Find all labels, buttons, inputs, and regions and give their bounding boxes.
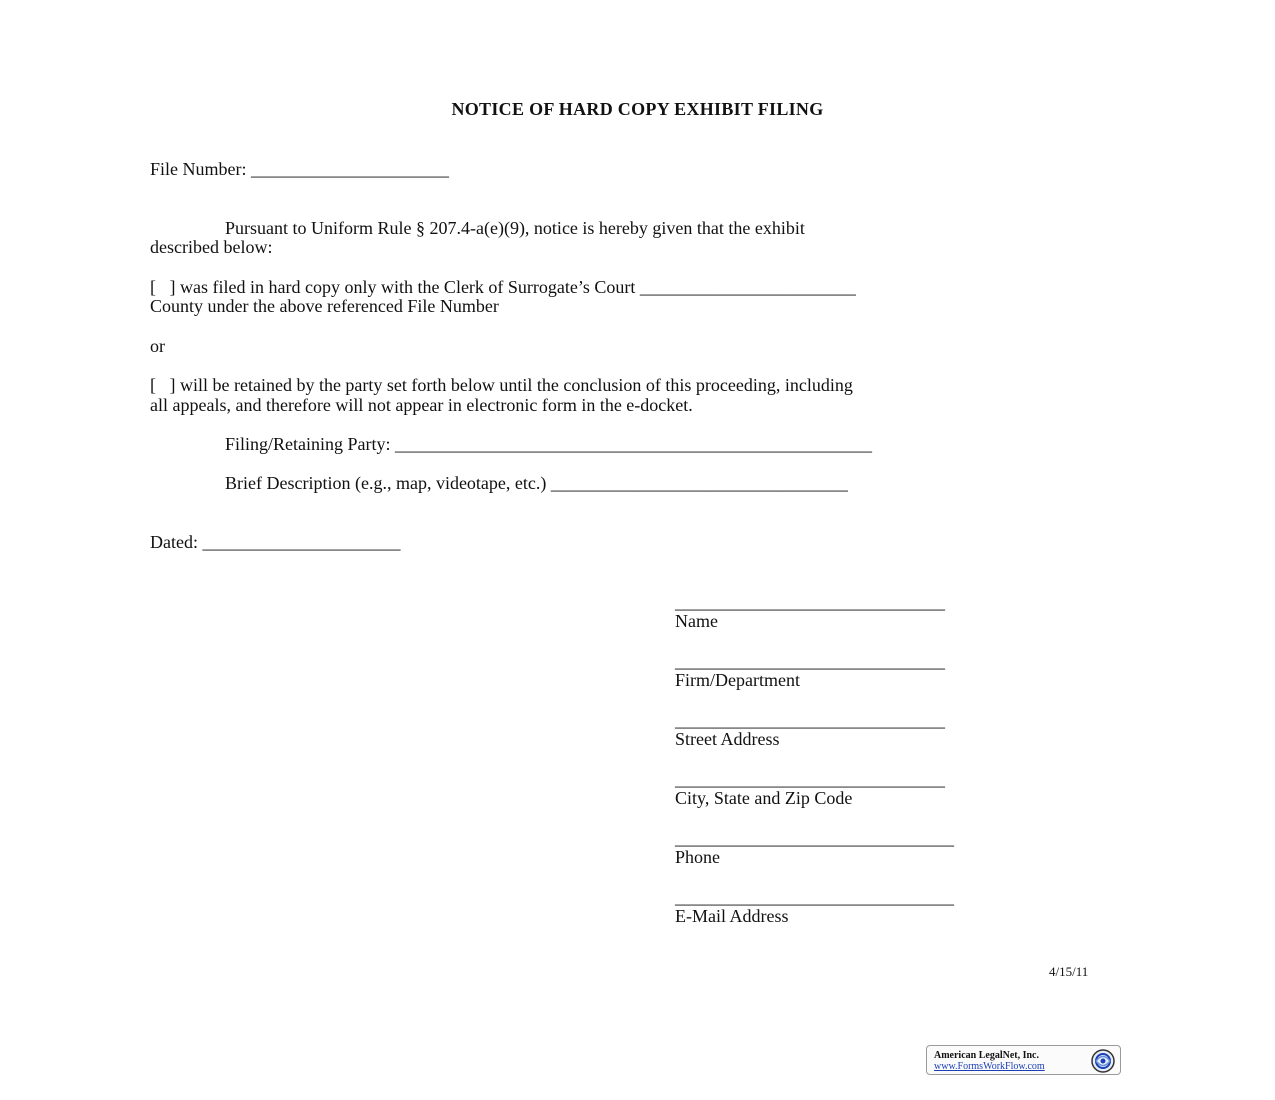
logo-url-link[interactable]: www.FormsWorkFlow.com xyxy=(934,1061,1045,1072)
document-title: NOTICE OF HARD COPY EXHIBIT FILING xyxy=(451,99,824,119)
globe-icon xyxy=(1089,1048,1117,1074)
publisher-logo xyxy=(926,1045,1121,1075)
street-blank: ______________________________ xyxy=(675,710,945,730)
email-blank: _______________________________ xyxy=(675,887,954,907)
revision-date: 4/15/11 xyxy=(1049,964,1089,979)
option-retained-line-1: [ ] will be retained by the party set forth below until the conclusion of this proceeding, including xyxy=(150,375,853,395)
brief-description-field: Brief Description (e.g., map, videotape, etc.) _________________________________ xyxy=(225,473,848,493)
city-blank: ______________________________ xyxy=(675,769,945,789)
intro-paragraph-line-1: Pursuant to Uniform Rule § 207.4-a(e)(9), notice is hereby given that the exhibit xyxy=(225,218,805,238)
firm-blank: ______________________________ xyxy=(675,651,945,671)
name-label: Name xyxy=(675,611,718,631)
dated-field: Dated: ______________________ xyxy=(150,532,401,552)
street-label: Street Address xyxy=(675,729,780,749)
name-blank: ______________________________ xyxy=(675,592,945,612)
email-label: E-Mail Address xyxy=(675,906,789,926)
option-filed-line-1: [ ] was filed in hard copy only with the Clerk of Surrogate’s Court ________________________ xyxy=(150,277,856,297)
filing-party-field: Filing/Retaining Party: _____________________________________________________ xyxy=(225,434,872,454)
file-number-field: File Number: ______________________ xyxy=(150,159,449,179)
city-label: City, State and Zip Code xyxy=(675,788,853,808)
firm-label: Firm/Department xyxy=(675,670,800,690)
phone-blank: _______________________________ xyxy=(675,828,954,848)
or-separator: or xyxy=(150,336,165,356)
intro-paragraph-line-2: described below: xyxy=(150,237,273,257)
option-filed-line-2: County under the above referenced File Number xyxy=(150,296,499,316)
logo-company-name: American LegalNet, Inc. xyxy=(934,1050,1039,1061)
option-retained-line-2: all appeals, and therefore will not appear in electronic form in the e-docket. xyxy=(150,395,693,415)
phone-label: Phone xyxy=(675,847,720,867)
